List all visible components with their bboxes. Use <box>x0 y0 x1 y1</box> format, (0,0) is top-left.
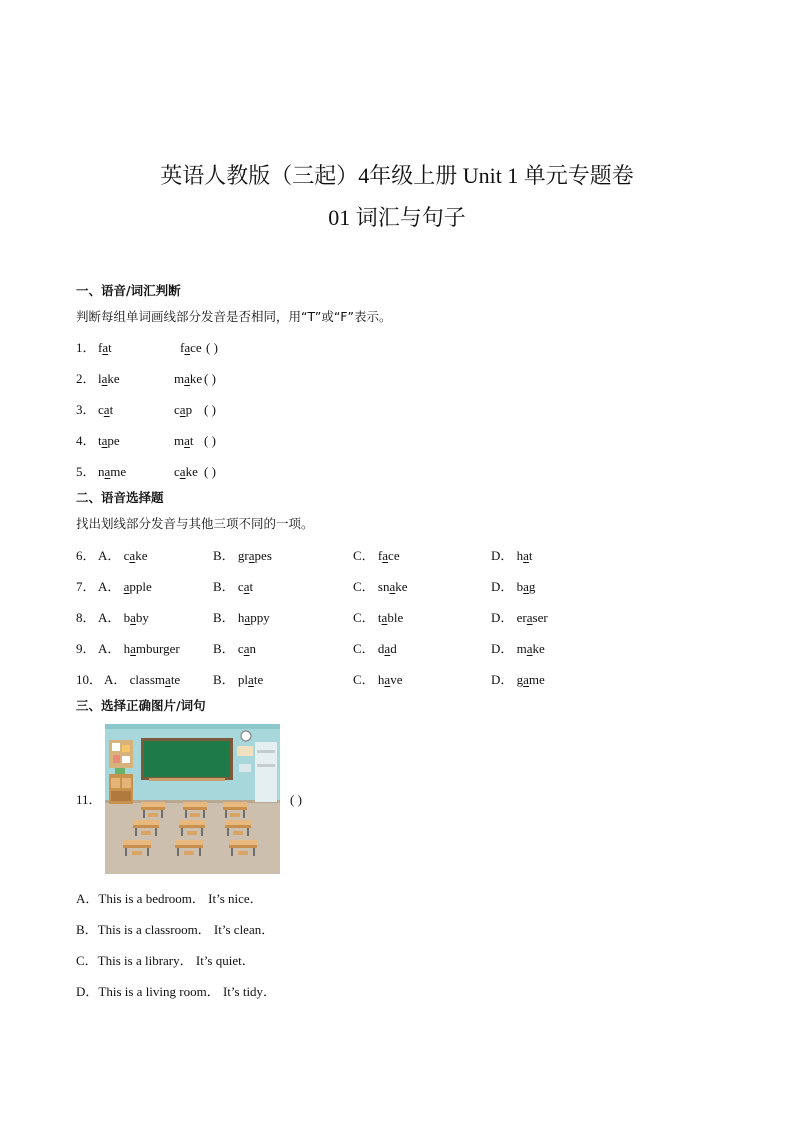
question-11-option-a[interactable]: A．This is a bedroom． It’s nice． <box>76 891 263 906</box>
choice-a[interactable]: A． classmate <box>104 672 181 687</box>
desk-front <box>225 825 251 828</box>
choice-b[interactable]: B． cat <box>213 579 254 594</box>
chair <box>184 851 194 855</box>
desk-leg <box>155 828 157 836</box>
desk-top <box>179 820 205 825</box>
desk-top <box>223 802 247 807</box>
desk-leg <box>201 828 203 836</box>
desk-top <box>133 820 159 825</box>
choice-c[interactable]: C． have <box>353 672 403 687</box>
word-first: fat <box>98 340 112 355</box>
word-second: mat <box>174 433 194 448</box>
desk-leg <box>135 828 137 836</box>
word-first: cat <box>98 402 114 417</box>
classroom-picture <box>105 724 280 874</box>
chair <box>132 851 142 855</box>
desk-leg <box>185 810 187 818</box>
desk-front <box>133 825 159 828</box>
question-11-option-d[interactable]: D．This is a living room． It’s tidy． <box>76 984 277 999</box>
question-11-option-c[interactable]: C．This is a library． It’s quiet． <box>76 953 255 968</box>
desk-front <box>179 825 205 828</box>
chair <box>187 831 197 835</box>
choice-d[interactable]: D． hat <box>491 548 533 563</box>
desk-leg <box>243 810 245 818</box>
section3-heading: 三、选择正确图片/词句 <box>76 698 206 713</box>
choice-a[interactable]: A． hamburger <box>98 641 180 656</box>
choice-c[interactable]: C． snake <box>353 579 408 594</box>
question-number: 5． <box>76 464 96 479</box>
section2-heading: 二、语音选择题 <box>76 490 164 505</box>
desk-leg <box>199 848 201 856</box>
desk-top <box>225 820 251 825</box>
desk-leg <box>227 828 229 836</box>
question-number: 2． <box>76 371 96 386</box>
question-11-answer-blank[interactable]: ( ) <box>290 792 302 807</box>
answer-blank[interactable]: ( ) <box>204 464 216 479</box>
desk-front <box>229 845 257 848</box>
desk-front <box>183 807 207 810</box>
question-number: 10． <box>76 672 103 687</box>
choice-b[interactable]: B． plate <box>213 672 264 687</box>
choice-d[interactable]: D． eraser <box>491 610 548 625</box>
desk-leg <box>231 848 233 856</box>
word-second: cap <box>174 402 193 417</box>
desk-top <box>123 840 151 845</box>
chair <box>148 813 158 817</box>
desk-top <box>183 802 207 807</box>
word-second: face <box>180 340 202 355</box>
word-second: make <box>174 371 203 386</box>
desk-leg <box>247 828 249 836</box>
desk-front <box>175 845 203 848</box>
question-11-option-b[interactable]: B．This is a classroom． It’s clean． <box>76 922 275 937</box>
desk-leg <box>225 810 227 818</box>
question-number: 6． <box>76 548 96 563</box>
desk-leg <box>147 848 149 856</box>
desk-leg <box>253 848 255 856</box>
answer-blank[interactable]: ( ) <box>204 433 216 448</box>
choice-d[interactable]: D． make <box>491 641 545 656</box>
choice-c[interactable]: C． table <box>353 610 404 625</box>
question-number: 8． <box>76 610 96 625</box>
question-number: 3． <box>76 402 96 417</box>
desk-top <box>141 802 165 807</box>
desk-top <box>229 840 257 845</box>
desk-leg <box>177 848 179 856</box>
chair <box>141 831 151 835</box>
title-line-2: 01 词汇与句子 <box>328 205 466 230</box>
choice-b[interactable]: B． happy <box>213 610 270 625</box>
answer-blank[interactable]: ( ) <box>204 371 216 386</box>
section1-instruction: 判断每组单词画线部分发音是否相同，用“T”或“F”表示。 <box>76 309 392 324</box>
question-number: 9． <box>76 641 96 656</box>
choice-a[interactable]: A． baby <box>98 610 149 625</box>
desk-front <box>223 807 247 810</box>
choice-a[interactable]: A． apple <box>98 579 152 594</box>
section2-instruction: 找出划线部分发音与其他三项不同的一项。 <box>76 516 314 531</box>
desk-leg <box>125 848 127 856</box>
question-number: 1． <box>76 340 96 355</box>
question-number: 7． <box>76 579 96 594</box>
desk-leg <box>181 828 183 836</box>
chair <box>238 851 248 855</box>
choice-d[interactable]: D． bag <box>491 579 536 594</box>
desk-leg <box>143 810 145 818</box>
choice-c[interactable]: C． face <box>353 548 400 563</box>
question-number: 4． <box>76 433 96 448</box>
choice-b[interactable]: B． can <box>213 641 256 656</box>
choice-b[interactable]: B． grapes <box>213 548 272 563</box>
word-second: cake <box>174 464 198 479</box>
desk-leg <box>161 810 163 818</box>
word-first: lake <box>98 371 120 386</box>
choice-c[interactable]: C． dad <box>353 641 397 656</box>
desk-front <box>141 807 165 810</box>
answer-blank[interactable]: ( ) <box>206 340 218 355</box>
section1-heading: 一、语音/词汇判断 <box>76 283 181 298</box>
desk-front <box>123 845 151 848</box>
answer-blank[interactable]: ( ) <box>204 402 216 417</box>
chair <box>233 831 243 835</box>
question-11-number: 11． <box>76 792 102 807</box>
title-line-1: 英语人教版（三起）4年级上册 Unit 1 单元专题卷 <box>160 163 634 188</box>
word-first: name <box>98 464 127 479</box>
word-first: tape <box>98 433 120 448</box>
desk-leg <box>203 810 205 818</box>
choice-d[interactable]: D． game <box>491 672 545 687</box>
chair <box>230 813 240 817</box>
chair <box>190 813 200 817</box>
desk-top <box>175 840 203 845</box>
choice-a[interactable]: A． cake <box>98 548 148 563</box>
